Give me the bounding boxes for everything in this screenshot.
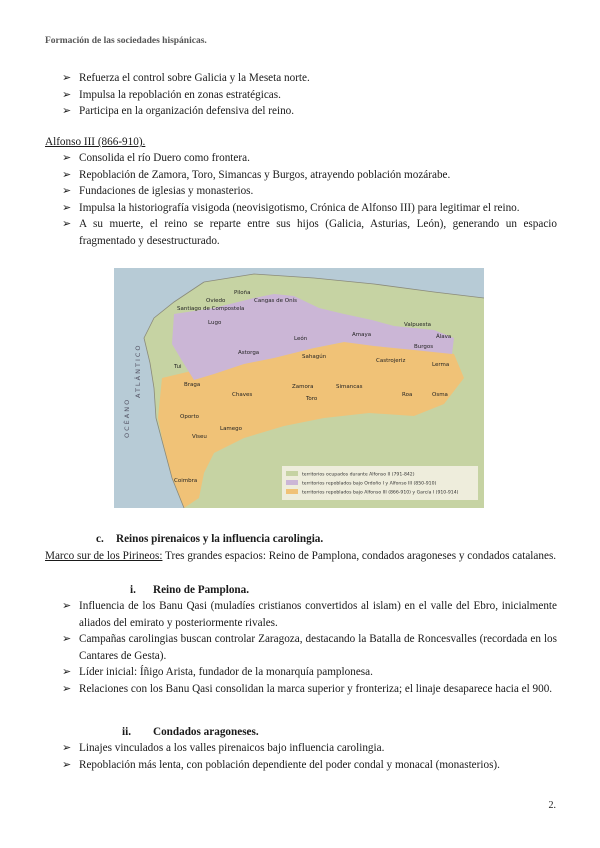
page-number: 2.: [548, 800, 556, 811]
place-label: Lugo: [208, 320, 222, 326]
arrow-bullet-icon: ➢: [62, 682, 72, 695]
place-label: Chaves: [232, 392, 253, 398]
arrow-bullet-icon: ➢: [62, 742, 72, 754]
map-canvas: [114, 268, 484, 508]
historical-map-image: [114, 268, 484, 508]
place-label: León: [294, 336, 308, 342]
sea-label-oceano: OCÉANO: [123, 397, 131, 438]
place-label: Santiago de Compostela: [177, 306, 245, 312]
place-label: Zamora: [292, 384, 314, 390]
arrow-bullet-icon: ➢: [62, 201, 72, 214]
list-item: ➢ Campañas carolingias buscan controlar Zaragoza, destacando la Batalla de Roncesvalles (recordada en los Cantares de Gesta).: [62, 633, 557, 662]
aragon-bullet-list: [62, 740, 557, 773]
legend-entry: territorios repoblados bajo Alfonso III (866-910) y García I (910-914): [302, 490, 459, 496]
place-label: Oviedo: [206, 298, 226, 304]
arrow-bullet-icon: ➢: [62, 185, 72, 197]
marco-paragraph: [45, 548, 557, 565]
place-label: Valpuesta: [404, 322, 431, 328]
place-label: Castrojeriz: [376, 358, 406, 364]
map-legend: [282, 466, 478, 500]
section-c-number: c.: [96, 533, 104, 545]
arrow-bullet-icon: ➢: [62, 152, 72, 164]
place-label: Sahagún: [302, 354, 327, 360]
arrow-bullet-icon: ➢: [62, 88, 72, 101]
list-item: ➢ Refuerza el control sobre Galicia y la Meseta norte.: [62, 70, 557, 87]
arrow-bullet-icon: ➢: [62, 105, 72, 117]
sea-label-atlantico: ATLÁNTICO: [134, 343, 142, 398]
place-label: Lamego: [220, 426, 243, 432]
aragon-number: ii.: [122, 726, 132, 738]
arrow-bullet-icon: ➢: [62, 758, 72, 771]
list-item: ➢ Fundaciones de iglesias y monasterios.: [62, 183, 557, 200]
running-header: Formación de las sociedades hispánicas.: [45, 36, 207, 46]
place-label: Álava: [436, 334, 452, 340]
list-item: ➢ Participa en la organización defensiva del reino.: [62, 103, 557, 120]
place-label: Lerma: [432, 362, 450, 368]
place-label: Toro: [306, 396, 318, 402]
arrow-bullet-icon: ➢: [62, 600, 72, 612]
place-label: Simancas: [336, 384, 363, 390]
place-label: Piloña: [234, 290, 251, 296]
place-label: Coimbra: [174, 478, 198, 484]
list-item: ➢ Líder inicial: Íñigo Arista, fundador de la monarquía pamplonesa.: [62, 664, 557, 681]
pamplona-number: i.: [130, 584, 136, 596]
legend-entry: territorios repoblados bajo Ordoño I y Alfonso III (850-910): [302, 481, 437, 487]
legend-swatch-orange: [286, 489, 298, 494]
arrow-bullet-icon: ➢: [62, 168, 72, 181]
alfonso-iii-bullet-list: [62, 150, 557, 249]
place-label: Osma: [432, 392, 448, 398]
list-item: ➢ Impulsa la repoblación en zonas estratégicas.: [62, 87, 557, 104]
marco-label: Marco sur de los Pirineos:: [45, 550, 163, 562]
arrow-bullet-icon: ➢: [62, 218, 72, 230]
aragon-title: Condados aragoneses.: [153, 726, 259, 738]
list-item: ➢ Consolida el río Duero como frontera.: [62, 150, 557, 167]
pamplona-bullet-list: [62, 598, 557, 697]
list-item: ➢ Impulsa la historiografía visigoda (neovisigotismo, Crónica de Alfonso III) para legitimar el reino.: [62, 200, 557, 217]
pamplona-title: Reino de Pamplona.: [153, 584, 250, 596]
place-label: Tui: [174, 364, 182, 370]
alfonso-iii-title: Alfonso III (866-910).: [45, 136, 146, 148]
intro-bullet-list: [62, 70, 557, 120]
arrow-bullet-icon: ➢: [62, 72, 72, 84]
arrow-bullet-icon: ➢: [62, 633, 72, 645]
legend-swatch-purple: [286, 480, 298, 485]
list-item: ➢ Repoblación más lenta, con población dependiente del poder condal y monacal (monasterios).: [62, 757, 557, 774]
legend-swatch-green: [286, 471, 298, 476]
section-c-title: Reinos pirenaicos y la influencia carolingia.: [116, 533, 324, 545]
place-label: Viseu: [192, 434, 207, 440]
place-label: Astorga: [238, 350, 260, 356]
list-item: ➢ Relaciones con los Banu Qasi consolidan la marca superior y fronteriza; el linaje desaparece hacia el 900.: [62, 681, 557, 698]
list-item: ➢ Repoblación de Zamora, Toro, Simancas y Burgos, atrayendo población mozárabe.: [62, 167, 557, 184]
place-label: Braga: [184, 382, 201, 388]
legend-entry: territorios ocupados durante Alfonso II (791-842): [302, 472, 415, 478]
arrow-bullet-icon: ➢: [62, 666, 72, 678]
place-label: Amaya: [352, 332, 372, 338]
list-item: ➢ A su muerte, el reino se reparte entre sus hijos (Galicia, Asturias, León), generando un espacio fragmentado y desestructurado.: [62, 218, 557, 247]
place-label: Cangas de Onís: [254, 298, 298, 304]
list-item: ➢ Influencia de los Banu Qasi (muladíes cristianos convertidos al islam) en el valle del Ebro, inicialmente aliados del emirato y posteriormente rivales.: [62, 600, 557, 629]
place-label: Burgos: [414, 344, 434, 350]
place-label: Oporto: [180, 414, 199, 420]
place-label: Roa: [402, 392, 413, 398]
marco-text: Tres grandes espacios: Reino de Pamplona, condados aragoneses y condados catalanes.: [162, 550, 557, 562]
list-item: ➢ Linajes vinculados a los valles pirenaicos bajo influencia carolingia.: [62, 740, 557, 757]
